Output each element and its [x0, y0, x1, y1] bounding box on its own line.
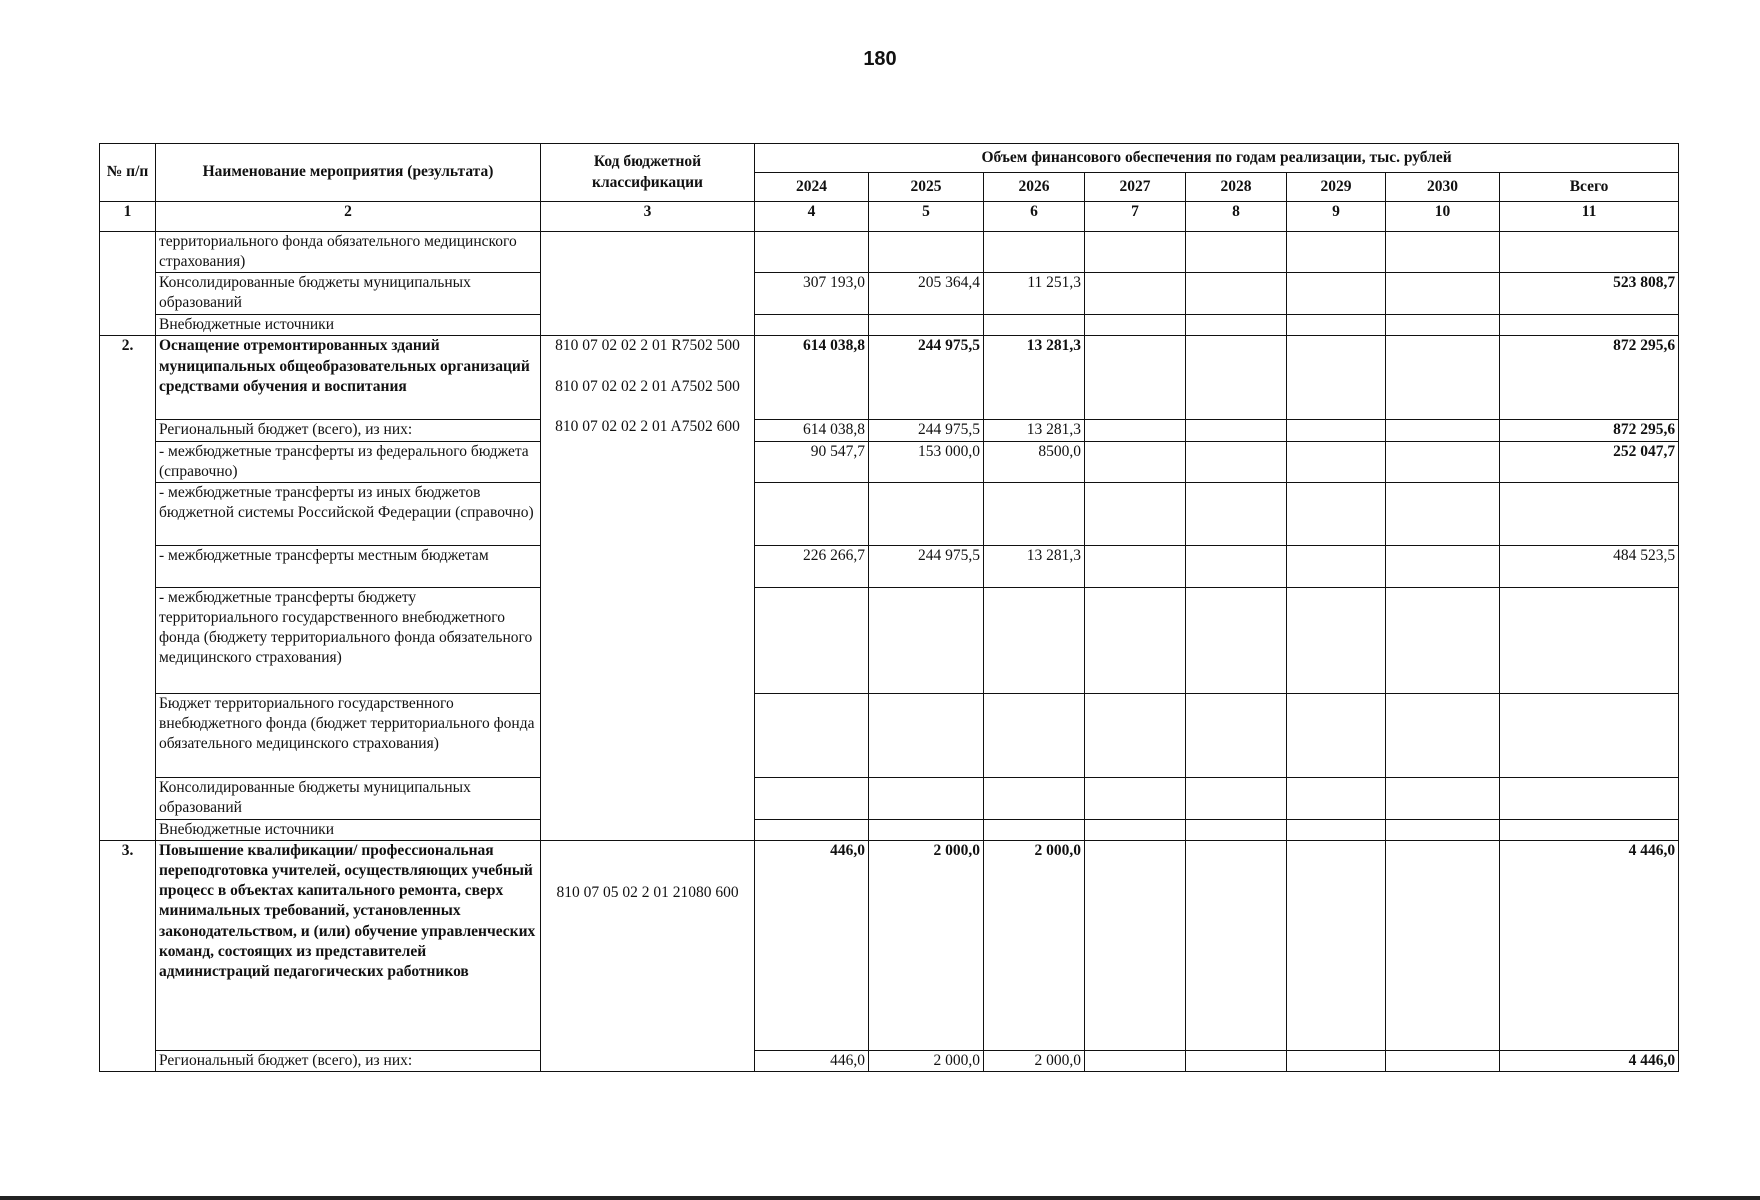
column-index: 3: [541, 202, 755, 232]
value-cell: [1386, 420, 1500, 441]
value-cell: [869, 819, 984, 840]
value-cell: 153 000,0: [869, 441, 984, 482]
column-index: 2: [156, 202, 541, 232]
table-row: [100, 336, 1679, 420]
value-cell: [1287, 587, 1386, 693]
value-cell: [1186, 232, 1287, 273]
header-code: Код бюджетной классификации: [541, 144, 755, 202]
value-cell: [755, 315, 869, 336]
table-row: [100, 777, 1679, 819]
value-cell: [1186, 587, 1287, 693]
value-cell: 244 975,5: [869, 336, 984, 420]
value-cell: 90 547,7: [755, 441, 869, 482]
value-cell: [1386, 693, 1500, 777]
row-name: - межбюджетные трансферты местным бюджетам: [156, 545, 541, 587]
table-row: [100, 819, 1679, 840]
row-name: Внебюджетные источники: [156, 819, 541, 840]
row-name: Региональный бюджет (всего), из них:: [156, 420, 541, 441]
value-cell: [1287, 693, 1386, 777]
value-cell: 614 038,8: [755, 420, 869, 441]
value-cell: [1386, 1050, 1500, 1071]
table-row: [100, 441, 1679, 482]
value-cell: [1386, 315, 1500, 336]
value-cell: [1085, 545, 1186, 587]
row-name: Региональный бюджет (всего), из них:: [156, 1050, 541, 1071]
value-cell: [1287, 777, 1386, 819]
total-cell: [1500, 693, 1679, 777]
value-cell: [1186, 840, 1287, 1050]
value-cell: [869, 777, 984, 819]
value-cell: [1287, 420, 1386, 441]
value-cell: [1186, 819, 1287, 840]
budget-code-line: 810 07 02 02 2 01 R7502 500: [555, 337, 740, 355]
total-cell: [1500, 482, 1679, 545]
table-row: [100, 232, 1679, 273]
column-index: 1: [100, 202, 156, 232]
total-cell: [1500, 777, 1679, 819]
row-name: Повышение квалификации/ профессиональная переподготовка учителей, осуществляющих учебный процесс в объектах капитального ремонта, сверх минимальных требований, установленных законодательством, и (или) обучение управленческих команд, состоящих из представителей администраций педагогических работников: [156, 840, 541, 1050]
value-cell: [1085, 482, 1186, 545]
value-cell: [1085, 777, 1186, 819]
value-cell: [1386, 840, 1500, 1050]
table-row: [100, 482, 1679, 545]
value-cell: [1287, 1050, 1386, 1071]
value-cell: 614 038,8: [755, 336, 869, 420]
value-cell: [1186, 273, 1287, 315]
header-year: 2025: [869, 173, 984, 202]
value-cell: [1085, 819, 1186, 840]
total-cell: [1500, 587, 1679, 693]
value-cell: 13 281,3: [984, 545, 1085, 587]
value-cell: [755, 777, 869, 819]
value-cell: [869, 693, 984, 777]
column-index: 8: [1186, 202, 1287, 232]
column-index: 5: [869, 202, 984, 232]
budget-code: [541, 232, 755, 336]
budget-code-line: 810 07 02 02 2 01 A7502 500: [555, 377, 740, 395]
total-cell: 523 808,7: [1500, 273, 1679, 315]
value-cell: [1085, 315, 1186, 336]
value-cell: [755, 587, 869, 693]
value-cell: 13 281,3: [984, 336, 1085, 420]
value-cell: [1287, 441, 1386, 482]
value-cell: [1386, 336, 1500, 420]
header-year: 2024: [755, 173, 869, 202]
scan-edge: [0, 1196, 1760, 1200]
table-row: [100, 840, 1679, 1050]
table-row: [100, 587, 1679, 693]
value-cell: [984, 587, 1085, 693]
column-index: 7: [1085, 202, 1186, 232]
value-cell: 2 000,0: [984, 840, 1085, 1050]
value-cell: [1085, 232, 1186, 273]
value-cell: 2 000,0: [984, 1050, 1085, 1071]
total-cell: 872 295,6: [1500, 336, 1679, 420]
column-index: 6: [984, 202, 1085, 232]
value-cell: [1287, 336, 1386, 420]
value-cell: [1186, 441, 1287, 482]
value-cell: [1386, 777, 1500, 819]
row-number: [100, 232, 156, 336]
value-cell: [1287, 482, 1386, 545]
value-cell: [755, 232, 869, 273]
value-cell: 244 975,5: [869, 420, 984, 441]
value-cell: 244 975,5: [869, 545, 984, 587]
total-cell: [1500, 819, 1679, 840]
header-volume: Объем финансового обеспечения по годам реализации, тыс. рублей: [755, 144, 1679, 173]
header-year: 2030: [1386, 173, 1500, 202]
value-cell: [984, 315, 1085, 336]
value-cell: [984, 777, 1085, 819]
column-index: 9: [1287, 202, 1386, 232]
value-cell: [755, 482, 869, 545]
value-cell: [984, 693, 1085, 777]
value-cell: [1386, 545, 1500, 587]
header-year: 2027: [1085, 173, 1186, 202]
value-cell: [1287, 315, 1386, 336]
header-year: 2026: [984, 173, 1085, 202]
value-cell: [1287, 840, 1386, 1050]
table-row: [100, 315, 1679, 336]
column-index: 10: [1386, 202, 1500, 232]
row-name: - межбюджетные трансферты бюджету территориального государственного внебюджетного фонда (бюджету территориального фонда обязательного медицинского страхования): [156, 587, 541, 693]
column-index-row: [100, 202, 1679, 232]
value-cell: [755, 693, 869, 777]
value-cell: [1085, 587, 1186, 693]
value-cell: 2 000,0: [869, 840, 984, 1050]
value-cell: [1287, 232, 1386, 273]
value-cell: [1186, 693, 1287, 777]
value-cell: [1186, 315, 1287, 336]
row-name: - межбюджетные трансферты из иных бюджетов бюджетной системы Российской Федерации (справочно): [156, 482, 541, 545]
value-cell: 205 364,4: [869, 273, 984, 315]
header-name: Наименование мероприятия (результата): [156, 144, 541, 202]
row-name: территориального фонда обязательного медицинского страхования): [156, 232, 541, 273]
total-cell: [1500, 232, 1679, 273]
row-name: Консолидированные бюджеты муниципальных образований: [156, 777, 541, 819]
value-cell: [1386, 819, 1500, 840]
row-number: 3.: [100, 840, 156, 1071]
value-cell: [1085, 420, 1186, 441]
value-cell: [1186, 545, 1287, 587]
header-year: 2029: [1287, 173, 1386, 202]
value-cell: [1386, 482, 1500, 545]
budget-code-line: 810 07 02 02 2 01 A7502 600: [555, 417, 740, 435]
value-cell: 226 266,7: [755, 545, 869, 587]
value-cell: [984, 232, 1085, 273]
value-cell: [1186, 336, 1287, 420]
header-total: Всего: [1500, 173, 1679, 202]
value-cell: [1386, 273, 1500, 315]
value-cell: 446,0: [755, 840, 869, 1050]
total-cell: 252 047,7: [1500, 441, 1679, 482]
value-cell: [1085, 840, 1186, 1050]
column-index: 4: [755, 202, 869, 232]
budget-code: 810 07 05 02 2 01 21080 600: [541, 840, 755, 1071]
value-cell: [1186, 420, 1287, 441]
row-name: Консолидированные бюджеты муниципальных образований: [156, 273, 541, 315]
value-cell: [984, 819, 1085, 840]
row-name: Бюджет территориального государственного внебюджетного фонда (бюджет территориального фонда обязательного медицинского страхования): [156, 693, 541, 777]
value-cell: 11 251,3: [984, 273, 1085, 315]
value-cell: [869, 482, 984, 545]
value-cell: [1085, 336, 1186, 420]
value-cell: [1287, 273, 1386, 315]
row-name: Внебюджетные источники: [156, 315, 541, 336]
value-cell: 446,0: [755, 1050, 869, 1071]
budget-table: [99, 143, 1679, 1072]
value-cell: [869, 232, 984, 273]
row-name: Оснащение отремонтированных зданий муниципальных общеобразовательных организаций средствами обучения и воспитания: [156, 336, 541, 420]
table-row: [100, 545, 1679, 587]
value-cell: [1287, 545, 1386, 587]
value-cell: 8500,0: [984, 441, 1085, 482]
table-row: [100, 420, 1679, 441]
value-cell: [755, 819, 869, 840]
value-cell: [869, 315, 984, 336]
total-cell: 484 523,5: [1500, 545, 1679, 587]
column-index: 11: [1500, 202, 1679, 232]
page-number: 180: [863, 48, 897, 70]
value-cell: [1085, 1050, 1186, 1071]
value-cell: 2 000,0: [869, 1050, 984, 1071]
total-cell: 872 295,6: [1500, 420, 1679, 441]
value-cell: [1186, 482, 1287, 545]
value-cell: [1085, 693, 1186, 777]
value-cell: [1386, 232, 1500, 273]
value-cell: [984, 482, 1085, 545]
total-cell: [1500, 315, 1679, 336]
value-cell: [1287, 819, 1386, 840]
value-cell: 13 281,3: [984, 420, 1085, 441]
total-cell: 4 446,0: [1500, 840, 1679, 1050]
value-cell: [869, 587, 984, 693]
value-cell: [1386, 441, 1500, 482]
value-cell: [1186, 777, 1287, 819]
table-row: [100, 273, 1679, 315]
value-cell: [1386, 587, 1500, 693]
row-number: 2.: [100, 336, 156, 841]
row-name: - межбюджетные трансферты из федерального бюджета (справочно): [156, 441, 541, 482]
value-cell: [1186, 1050, 1287, 1071]
value-cell: [1085, 441, 1186, 482]
header-no: № п/п: [100, 144, 156, 202]
table-row: [100, 693, 1679, 777]
table-row: [100, 1050, 1679, 1071]
value-cell: [1085, 273, 1186, 315]
total-cell: 4 446,0: [1500, 1050, 1679, 1071]
budget-code: [541, 336, 755, 841]
value-cell: 307 193,0: [755, 273, 869, 315]
header-year: 2028: [1186, 173, 1287, 202]
